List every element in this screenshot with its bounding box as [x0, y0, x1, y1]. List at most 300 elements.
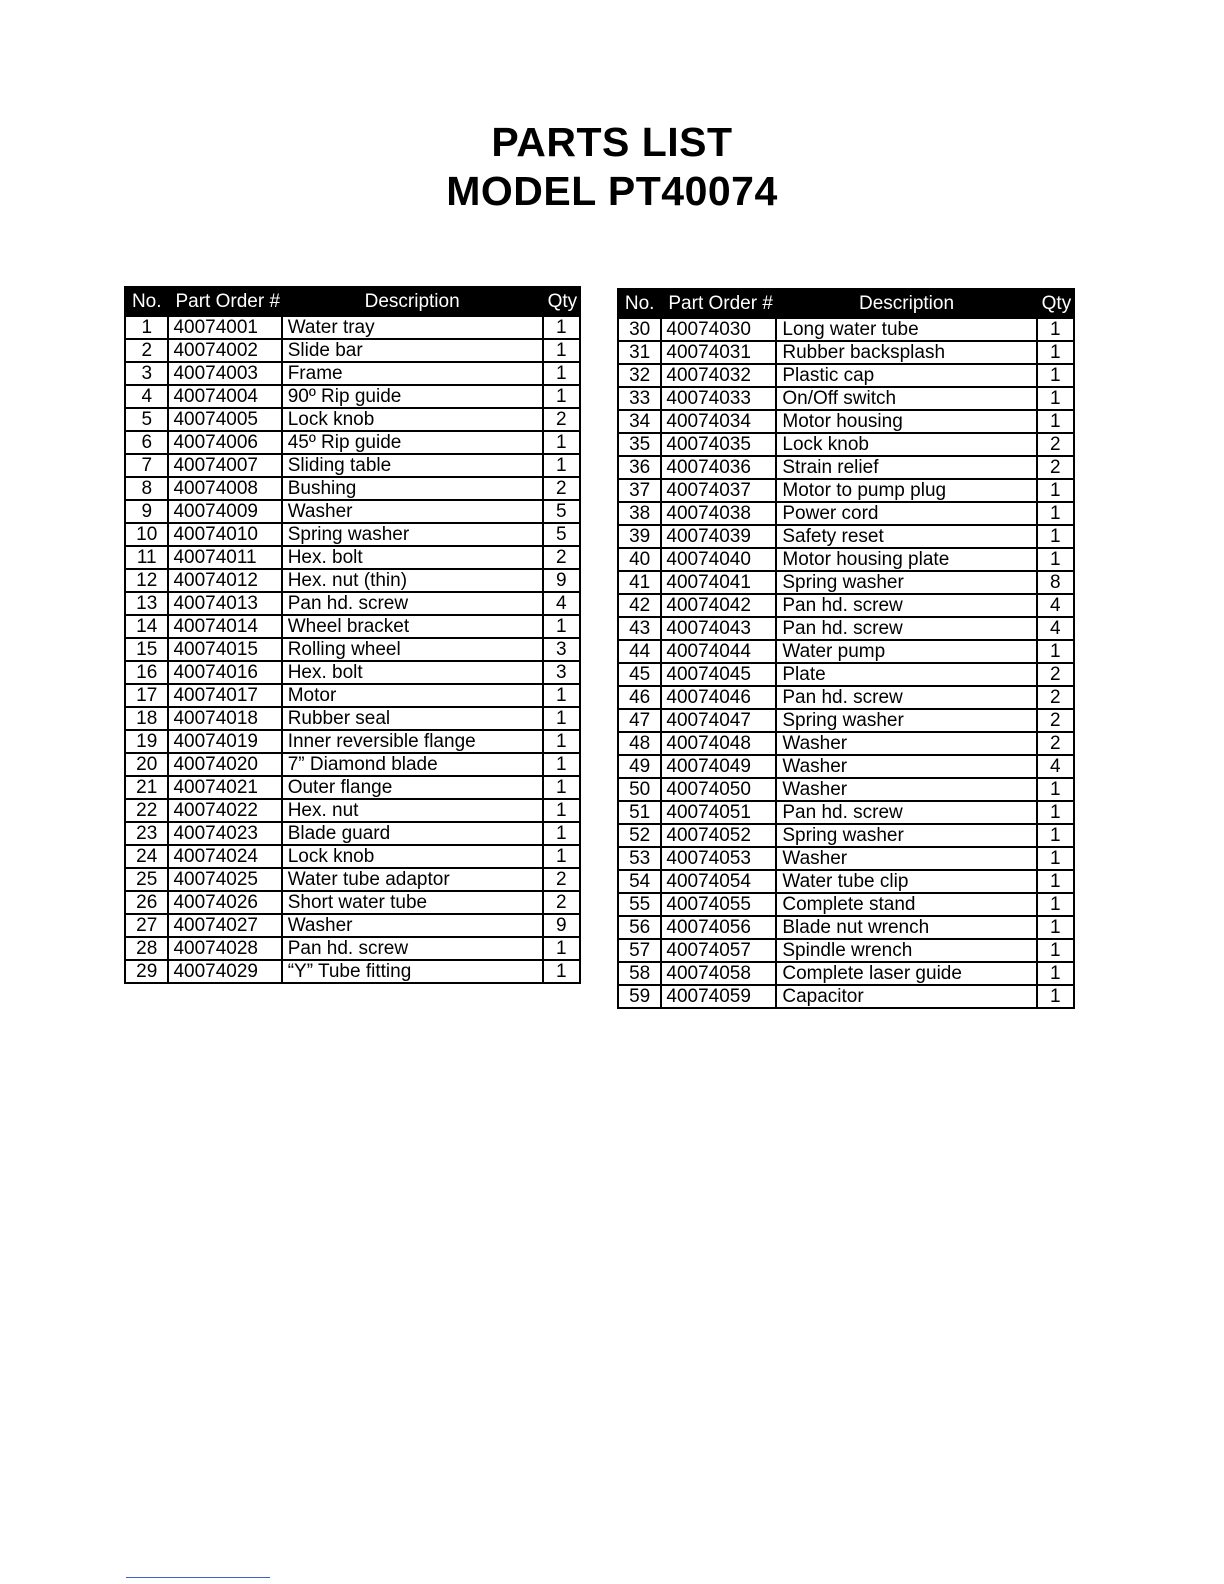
cell-description: Washer [776, 755, 1036, 778]
cell-qty: 1 [1037, 824, 1074, 847]
cell-part-order: 40074032 [661, 364, 776, 387]
cell-no: 35 [618, 433, 661, 456]
cell-description: Pan hd. screw [776, 617, 1036, 640]
cell-part-order: 40074016 [168, 661, 281, 684]
cell-part-order: 40074037 [661, 479, 776, 502]
table-row [125, 776, 580, 799]
table-row [618, 939, 1074, 962]
cell-description: Power cord [776, 502, 1036, 525]
cell-description: Water tray [282, 316, 543, 339]
cell-qty: 1 [543, 615, 580, 638]
cell-qty: 1 [543, 454, 580, 477]
title-line-model: MODEL PT40074 [446, 168, 778, 214]
cell-description: Washer [776, 778, 1036, 801]
cell-part-order: 40074038 [661, 502, 776, 525]
table-row [125, 822, 580, 845]
table-row [618, 617, 1074, 640]
cell-description: 7” Diamond blade [282, 753, 543, 776]
cell-no: 7 [125, 454, 168, 477]
cell-no: 28 [125, 937, 168, 960]
cell-description: Hex. nut (thin) [282, 569, 543, 592]
cell-qty: 2 [543, 408, 580, 431]
cell-no: 48 [618, 732, 661, 755]
cell-no: 5 [125, 408, 168, 431]
cell-no: 1 [125, 316, 168, 339]
cell-part-order: 40074030 [661, 318, 776, 341]
cell-qty: 1 [1037, 962, 1074, 985]
table-row [618, 640, 1074, 663]
cell-description: Spring washer [282, 523, 543, 546]
cell-description: On/Off switch [776, 387, 1036, 410]
cell-part-order: 40074053 [661, 847, 776, 870]
cell-qty: 1 [543, 937, 580, 960]
cell-description: Motor [282, 684, 543, 707]
cell-qty: 1 [1037, 318, 1074, 341]
cell-qty: 1 [543, 385, 580, 408]
table-row [618, 732, 1074, 755]
cell-part-order: 40074012 [168, 569, 281, 592]
cell-qty: 1 [1037, 364, 1074, 387]
cell-part-order: 40074028 [168, 937, 281, 960]
cell-description: Rubber seal [282, 707, 543, 730]
cell-qty: 1 [1037, 847, 1074, 870]
cell-part-order: 40074017 [168, 684, 281, 707]
cell-qty: 1 [1037, 801, 1074, 824]
cell-no: 50 [618, 778, 661, 801]
cell-part-order: 40074039 [661, 525, 776, 548]
cell-no: 16 [125, 661, 168, 684]
cell-qty: 1 [1037, 341, 1074, 364]
table-row [618, 709, 1074, 732]
cell-part-order: 40074051 [661, 801, 776, 824]
cell-description: Spring washer [776, 709, 1036, 732]
cell-qty: 1 [1037, 939, 1074, 962]
cell-description: Plate [776, 663, 1036, 686]
cell-no: 14 [125, 615, 168, 638]
cell-qty: 1 [543, 753, 580, 776]
cell-description: Short water tube [282, 891, 543, 914]
cell-part-order: 40074029 [168, 960, 281, 983]
table-row [125, 500, 580, 523]
table-row [125, 661, 580, 684]
cell-no: 24 [125, 845, 168, 868]
table-row [618, 755, 1074, 778]
cell-qty: 1 [543, 684, 580, 707]
cell-description: Pan hd. screw [776, 594, 1036, 617]
cell-qty: 9 [543, 914, 580, 937]
header-part-order: Part Order # [168, 287, 281, 316]
cell-part-order: 40074015 [168, 638, 281, 661]
cell-qty: 2 [1037, 433, 1074, 456]
cell-description: 45º Rip guide [282, 431, 543, 454]
cell-description: Rolling wheel [282, 638, 543, 661]
cell-no: 19 [125, 730, 168, 753]
table-row [618, 962, 1074, 985]
cell-no: 11 [125, 546, 168, 569]
cell-description: Capacitor [776, 985, 1036, 1008]
cell-no: 23 [125, 822, 168, 845]
table-row [618, 571, 1074, 594]
table-row [125, 707, 580, 730]
cell-qty: 2 [1037, 663, 1074, 686]
cell-part-order: 40074044 [661, 640, 776, 663]
table-header-row [618, 289, 1074, 318]
table-row [618, 594, 1074, 617]
table-row [125, 431, 580, 454]
cell-no: 38 [618, 502, 661, 525]
cell-no: 51 [618, 801, 661, 824]
parts-table-left [124, 286, 581, 984]
cell-description: Lock knob [282, 408, 543, 431]
cell-description: Hex. bolt [282, 661, 543, 684]
cell-part-order: 40074026 [168, 891, 281, 914]
cell-qty: 1 [1037, 525, 1074, 548]
cell-description: Spring washer [776, 824, 1036, 847]
cell-description: Spring washer [776, 571, 1036, 594]
cell-qty: 1 [543, 316, 580, 339]
cell-no: 34 [618, 410, 661, 433]
table-row [125, 730, 580, 753]
table-row [125, 937, 580, 960]
table-row [125, 408, 580, 431]
cell-description: Blade guard [282, 822, 543, 845]
cell-part-order: 40074042 [661, 594, 776, 617]
cell-description: Washer [282, 500, 543, 523]
cell-description: “Y” Tube fitting [282, 960, 543, 983]
table-row [618, 548, 1074, 571]
cell-part-order: 40074054 [661, 870, 776, 893]
cell-no: 31 [618, 341, 661, 364]
cell-qty: 2 [543, 891, 580, 914]
cell-part-order: 40074027 [168, 914, 281, 937]
table-row [618, 686, 1074, 709]
cell-part-order: 40074005 [168, 408, 281, 431]
cell-no: 17 [125, 684, 168, 707]
cell-description: Inner reversible flange [282, 730, 543, 753]
cell-description: 90º Rip guide [282, 385, 543, 408]
cell-description: Washer [776, 847, 1036, 870]
cell-description: Hex. bolt [282, 546, 543, 569]
cell-no: 49 [618, 755, 661, 778]
cell-part-order: 40074040 [661, 548, 776, 571]
table-row [125, 523, 580, 546]
cell-no: 10 [125, 523, 168, 546]
cell-part-order: 40074013 [168, 592, 281, 615]
cell-part-order: 40074018 [168, 707, 281, 730]
table-row [125, 615, 580, 638]
cell-no: 8 [125, 477, 168, 500]
table-row [125, 385, 580, 408]
table-row [125, 960, 580, 983]
cell-no: 53 [618, 847, 661, 870]
cell-no: 12 [125, 569, 168, 592]
cell-description: Lock knob [776, 433, 1036, 456]
cell-description: Complete laser guide [776, 962, 1036, 985]
cell-part-order: 40074021 [168, 776, 281, 799]
table-row [618, 663, 1074, 686]
cell-qty: 8 [1037, 571, 1074, 594]
cell-no: 41 [618, 571, 661, 594]
cell-no: 40 [618, 548, 661, 571]
cell-part-order: 40074048 [661, 732, 776, 755]
table-row [618, 364, 1074, 387]
cell-description: Bushing [282, 477, 543, 500]
cell-part-order: 40074043 [661, 617, 776, 640]
cell-part-order: 40074041 [661, 571, 776, 594]
cell-qty: 1 [543, 431, 580, 454]
cell-qty: 1 [1037, 640, 1074, 663]
cell-part-order: 40074024 [168, 845, 281, 868]
table-row [618, 985, 1074, 1008]
table-row [125, 569, 580, 592]
cell-description: Motor to pump plug [776, 479, 1036, 502]
cell-qty: 1 [1037, 870, 1074, 893]
cell-part-order: 40074003 [168, 362, 281, 385]
table-row [618, 824, 1074, 847]
cell-qty: 1 [543, 730, 580, 753]
table-row [125, 799, 580, 822]
cell-qty: 4 [1037, 594, 1074, 617]
cell-no: 30 [618, 318, 661, 341]
cell-no: 15 [125, 638, 168, 661]
cell-no: 56 [618, 916, 661, 939]
cell-part-order: 40074009 [168, 500, 281, 523]
cell-no: 58 [618, 962, 661, 985]
header-no: No. [618, 289, 661, 318]
cell-part-order: 40074059 [661, 985, 776, 1008]
table-row [125, 891, 580, 914]
cell-no: 57 [618, 939, 661, 962]
cell-no: 6 [125, 431, 168, 454]
cell-part-order: 40074049 [661, 755, 776, 778]
cell-description: Outer flange [282, 776, 543, 799]
cell-qty: 3 [543, 661, 580, 684]
cell-description: Motor housing [776, 410, 1036, 433]
cell-no: 36 [618, 456, 661, 479]
cell-no: 21 [125, 776, 168, 799]
cell-part-order: 40074022 [168, 799, 281, 822]
cell-no: 42 [618, 594, 661, 617]
cell-part-order: 40074034 [661, 410, 776, 433]
cell-qty: 2 [1037, 456, 1074, 479]
cell-description: Long water tube [776, 318, 1036, 341]
cell-qty: 2 [1037, 686, 1074, 709]
cell-description: Hex. nut [282, 799, 543, 822]
table-row [618, 341, 1074, 364]
cell-no: 3 [125, 362, 168, 385]
cell-part-order: 40074023 [168, 822, 281, 845]
cell-no: 54 [618, 870, 661, 893]
cell-part-order: 40074014 [168, 615, 281, 638]
table-row [618, 778, 1074, 801]
cell-part-order: 40074052 [661, 824, 776, 847]
cell-qty: 4 [1037, 755, 1074, 778]
table-row [618, 387, 1074, 410]
cell-qty: 2 [543, 546, 580, 569]
cell-qty: 1 [543, 960, 580, 983]
cell-description: Lock knob [282, 845, 543, 868]
cell-description: Pan hd. screw [776, 801, 1036, 824]
cell-no: 9 [125, 500, 168, 523]
cell-part-order: 40074057 [661, 939, 776, 962]
table-row [125, 362, 580, 385]
cell-qty: 2 [543, 868, 580, 891]
table-row [618, 433, 1074, 456]
table-row [125, 684, 580, 707]
table-row [125, 868, 580, 891]
cell-qty: 2 [1037, 732, 1074, 755]
cell-description: Spindle wrench [776, 939, 1036, 962]
cell-qty: 1 [543, 845, 580, 868]
parts-table-right [617, 288, 1075, 1009]
cell-qty: 1 [1037, 893, 1074, 916]
title-line-parts-list: PARTS LIST [491, 119, 733, 165]
cell-part-order: 40074007 [168, 454, 281, 477]
header-qty: Qty [1037, 289, 1074, 318]
table-row [618, 456, 1074, 479]
cell-description: Pan hd. screw [282, 937, 543, 960]
cell-description: Sliding table [282, 454, 543, 477]
cell-part-order: 40074045 [661, 663, 776, 686]
table-row [125, 592, 580, 615]
header-description: Description [282, 287, 543, 316]
cell-no: 52 [618, 824, 661, 847]
cell-qty: 3 [543, 638, 580, 661]
table-row [125, 477, 580, 500]
cell-part-order: 40074036 [661, 456, 776, 479]
table-row [125, 316, 580, 339]
cell-qty: 9 [543, 569, 580, 592]
cell-no: 20 [125, 753, 168, 776]
cell-description: Washer [282, 914, 543, 937]
cell-qty: 1 [1037, 778, 1074, 801]
cell-description: Rubber backsplash [776, 341, 1036, 364]
cell-part-order: 40074050 [661, 778, 776, 801]
header-part-order: Part Order # [661, 289, 776, 318]
cell-no: 18 [125, 707, 168, 730]
cell-part-order: 40074035 [661, 433, 776, 456]
header-description: Description [776, 289, 1036, 318]
cell-part-order: 40074011 [168, 546, 281, 569]
cell-part-order: 40074056 [661, 916, 776, 939]
cell-qty: 4 [543, 592, 580, 615]
cell-description: Motor housing plate [776, 548, 1036, 571]
cell-no: 47 [618, 709, 661, 732]
cell-part-order: 40074033 [661, 387, 776, 410]
table-row [618, 318, 1074, 341]
cell-no: 59 [618, 985, 661, 1008]
page-title [0, 118, 1224, 216]
table-row [618, 893, 1074, 916]
cell-description: Pan hd. screw [282, 592, 543, 615]
cell-no: 39 [618, 525, 661, 548]
cell-part-order: 40074019 [168, 730, 281, 753]
table-row [125, 546, 580, 569]
table-row [618, 502, 1074, 525]
cell-description: Blade nut wrench [776, 916, 1036, 939]
cell-description: Water tube clip [776, 870, 1036, 893]
cell-qty: 1 [1037, 479, 1074, 502]
cell-qty: 1 [543, 776, 580, 799]
table-row [618, 410, 1074, 433]
cell-description: Slide bar [282, 339, 543, 362]
cell-no: 33 [618, 387, 661, 410]
table-row [618, 525, 1074, 548]
cell-part-order: 40074025 [168, 868, 281, 891]
table-row [618, 847, 1074, 870]
table-row [618, 479, 1074, 502]
cell-qty: 1 [1037, 410, 1074, 433]
footer-rule [126, 1577, 270, 1578]
cell-qty: 1 [543, 799, 580, 822]
cell-qty: 1 [543, 822, 580, 845]
cell-part-order: 40074006 [168, 431, 281, 454]
table-row [618, 801, 1074, 824]
table-header-row [125, 287, 580, 316]
cell-no: 37 [618, 479, 661, 502]
cell-qty: 1 [1037, 985, 1074, 1008]
table-row [618, 916, 1074, 939]
header-qty: Qty [543, 287, 580, 316]
cell-part-order: 40074001 [168, 316, 281, 339]
cell-part-order: 40074020 [168, 753, 281, 776]
cell-part-order: 40074004 [168, 385, 281, 408]
cell-qty: 1 [543, 707, 580, 730]
table-row [125, 914, 580, 937]
cell-qty: 1 [543, 362, 580, 385]
cell-no: 29 [125, 960, 168, 983]
cell-no: 44 [618, 640, 661, 663]
cell-no: 22 [125, 799, 168, 822]
header-no: No. [125, 287, 168, 316]
cell-qty: 1 [1037, 502, 1074, 525]
cell-part-order: 40074002 [168, 339, 281, 362]
cell-part-order: 40074031 [661, 341, 776, 364]
cell-qty: 1 [1037, 916, 1074, 939]
cell-part-order: 40074058 [661, 962, 776, 985]
cell-qty: 2 [1037, 709, 1074, 732]
cell-description: Plastic cap [776, 364, 1036, 387]
cell-description: Water pump [776, 640, 1036, 663]
cell-no: 27 [125, 914, 168, 937]
cell-no: 46 [618, 686, 661, 709]
cell-description: Strain relief [776, 456, 1036, 479]
cell-description: Frame [282, 362, 543, 385]
cell-qty: 1 [543, 339, 580, 362]
cell-no: 26 [125, 891, 168, 914]
cell-part-order: 40074008 [168, 477, 281, 500]
cell-description: Water tube adaptor [282, 868, 543, 891]
table-row [125, 454, 580, 477]
cell-qty: 1 [1037, 387, 1074, 410]
table-row [125, 638, 580, 661]
cell-part-order: 40074055 [661, 893, 776, 916]
cell-qty: 1 [1037, 548, 1074, 571]
cell-no: 13 [125, 592, 168, 615]
table-row [125, 753, 580, 776]
cell-part-order: 40074047 [661, 709, 776, 732]
cell-description: Complete stand [776, 893, 1036, 916]
table-row [618, 870, 1074, 893]
cell-description: Safety reset [776, 525, 1036, 548]
cell-description: Pan hd. screw [776, 686, 1036, 709]
cell-description: Washer [776, 732, 1036, 755]
cell-qty: 4 [1037, 617, 1074, 640]
cell-no: 55 [618, 893, 661, 916]
table-row [125, 845, 580, 868]
cell-no: 43 [618, 617, 661, 640]
cell-no: 45 [618, 663, 661, 686]
